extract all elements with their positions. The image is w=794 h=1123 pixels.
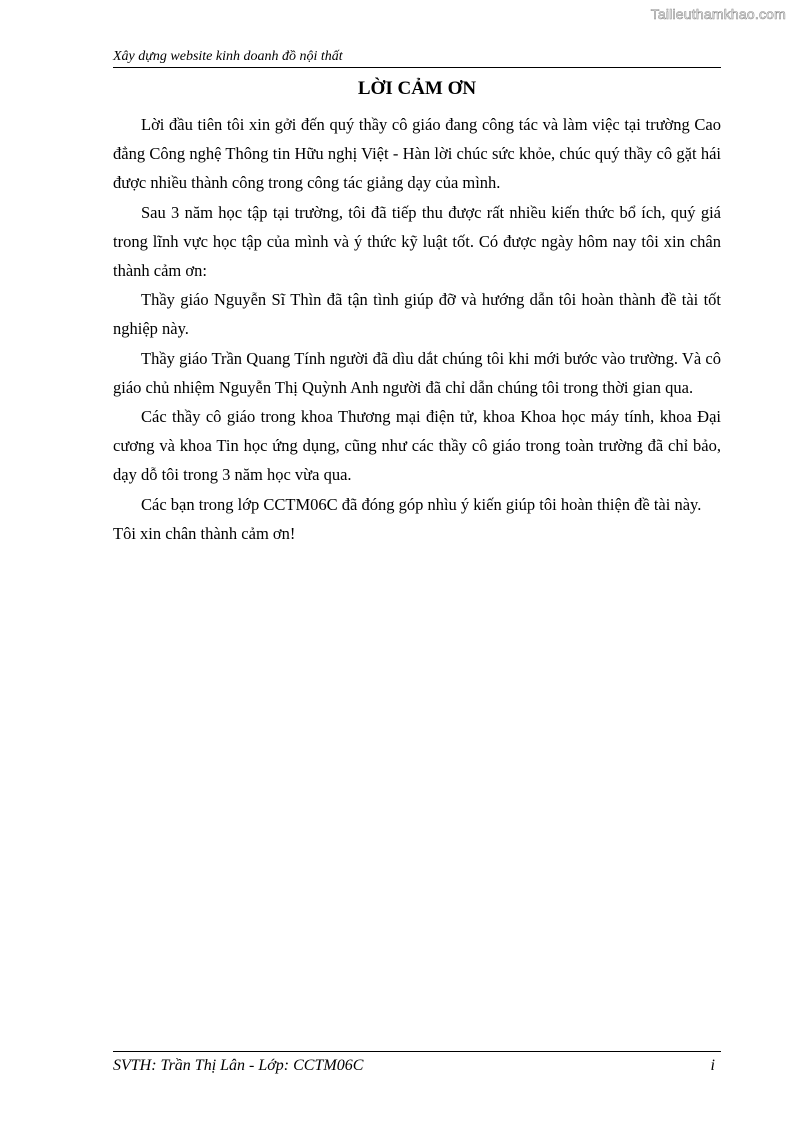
watermark-text: Tailieuthamkhao.com xyxy=(650,6,786,22)
paragraph-faculties: Các thầy cô giáo trong khoa Thương mại điện tử, khoa Khoa học máy tính, khoa Đại cương và khoa Tin học ứng dụng, cũng như các thầy cô giáo trong toàn trường đã chỉ bảo, dạy dỗ tôi trong 3 năm học vừa qua. xyxy=(113,407,721,485)
body-text xyxy=(113,110,721,548)
paragraph-advisor: Thầy giáo Nguyễn Sĩ Thìn đã tận tình giúp đỡ và hướng dẫn tôi hoàn thành đề tài tốt nghiệp này. xyxy=(113,290,721,339)
paragraph-classmates: Các bạn trong lớp CCTM06C đã đóng góp nhìu ý kiến giúp tôi hoàn thiện đề tài này. xyxy=(141,494,702,514)
running-title: Xây dựng website kinh doanh đồ nội thất xyxy=(113,49,343,64)
page-footer xyxy=(113,1051,721,1076)
student-info: SVTH: Trần Thị Lân - Lớp: CCTM06C xyxy=(113,1057,364,1074)
paragraph-greeting: Lời đầu tiên tôi xin gởi đến quý thầy cô giáo đang công tác và làm việc tại trường Cao đẳng Công nghệ Thông tin Hữu nghị Việt - Hàn lời chúc sức khỏe, chúc quý thầy cô gặt hái được nhiều thành công trong công tác giảng dạy của mình. xyxy=(113,115,721,193)
paragraph-teachers: Thầy giáo Trần Quang Tính người đã dìu dắt chúng tôi khi mới bước vào trường. Và cô giáo chủ nhiệm Nguyễn Thị Quỳnh Anh người đã chỉ dẫn chúng tôi trong thời gian qua. xyxy=(113,348,721,397)
paragraph-study: Sau 3 năm học tập tại trường, tôi đã tiếp thu được rất nhiều kiến thức bổ ích, quý giá trong lĩnh vực học tập của mình và ý thức kỹ luật tốt. Có được ngày hôm nay tôi xin chân thành cảm ơn: xyxy=(113,202,721,281)
page-header xyxy=(113,49,721,68)
paragraph-closing: Tôi xin chân thành cảm ơn! xyxy=(113,523,296,543)
page-title: LỜI CẢM ƠN xyxy=(357,78,477,99)
page-number: i xyxy=(710,1057,715,1074)
